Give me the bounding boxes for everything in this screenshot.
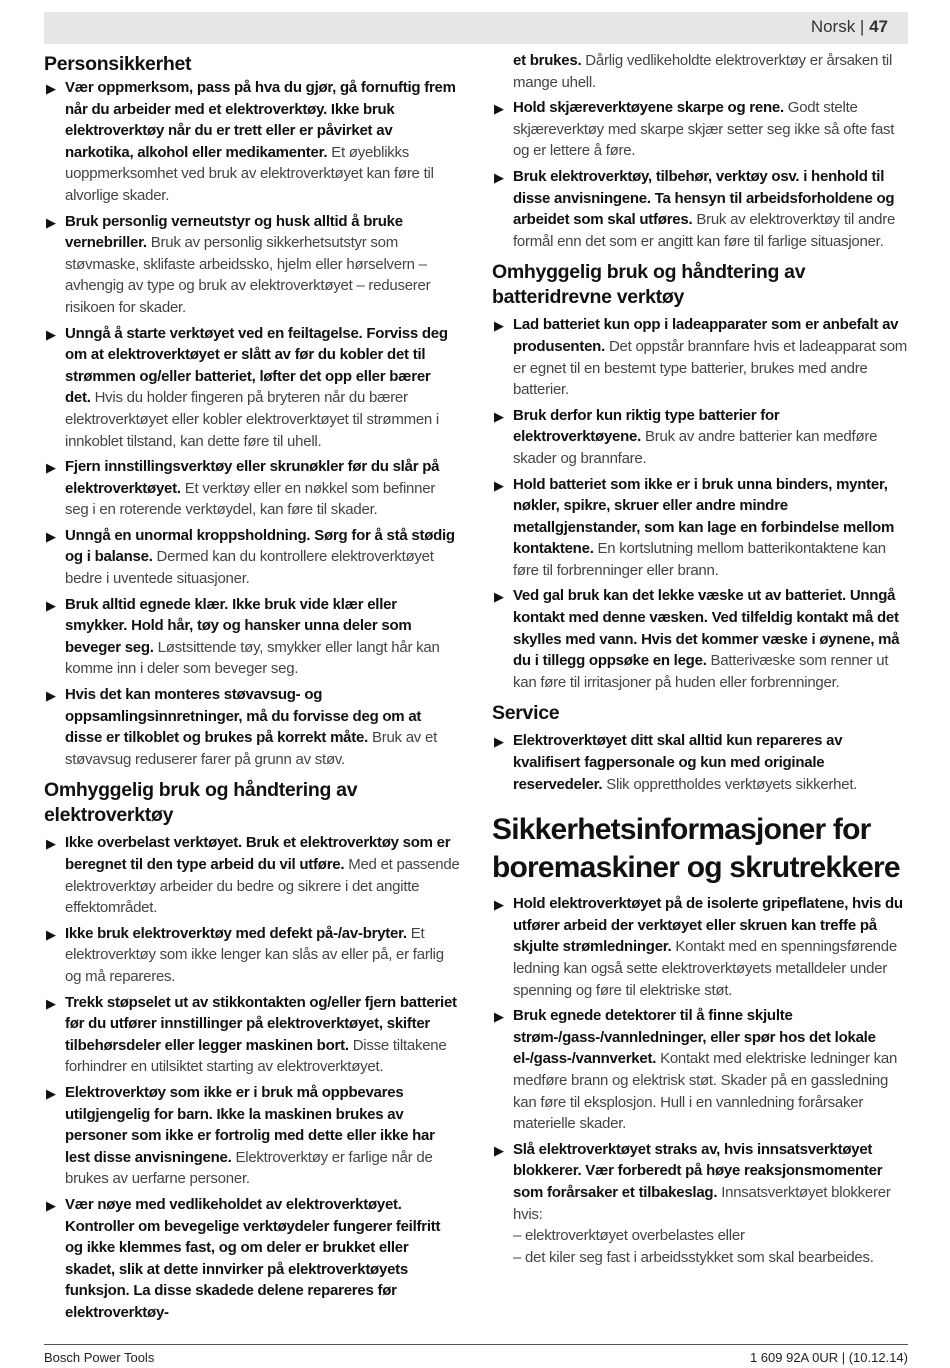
footer-brand: Bosch Power Tools	[44, 1350, 155, 1365]
item-body: Et elektroverktøy som ikke lenger kan slås av eller på, er farlig og må repareres.	[65, 924, 444, 985]
dash-item: – det kiler seg fast i arbeidsstykket som skal bearbeides.	[513, 1248, 874, 1266]
list-item	[44, 77, 460, 207]
list-item	[44, 992, 460, 1078]
item-lead: Unngå å starte verktøyet ved en feiltagelse. Forviss deg om at elektroverktøyet er slått av før du kobler det til strømmen og/eller batteriet, løfter det opp eller bærer det.	[65, 324, 448, 407]
footer-divider	[44, 1344, 908, 1345]
item-body: Godt stelte skjæreverktøy med skarpe skjær setter seg ikke så ofte fast og er lettere å føre.	[513, 99, 895, 160]
item-lead: Trekk støpselet ut av stikkontakten og/eller fjern batteriet før du utfører innstillinger på elektroverktøyet, skifter tilbehørsdeler eller legger maskinen bort.	[65, 993, 457, 1054]
list-item	[44, 323, 460, 453]
item-body: Bruk av et støvavsug reduserer farer på grunn av støv.	[65, 729, 437, 768]
item-lead: Bruk egnede detektorer til å finne skjulte strøm-/gass-/vannledninger, eller spør hos det lokale el-/gass-/vannverket.	[513, 1007, 876, 1068]
triangle-right-icon: ▶	[494, 1142, 504, 1158]
item-lead: Hold skjæreverktøyene skarpe og rene.	[513, 99, 784, 117]
list-item	[492, 405, 910, 470]
list-item	[492, 166, 910, 252]
item-lead: Fjern innstillingsverktøy eller skrunøkler før du slår på elektroverktøyet.	[65, 458, 440, 497]
list-item	[44, 1194, 460, 1324]
list-item	[44, 1082, 460, 1190]
header-language: Norsk |	[810, 17, 870, 36]
triangle-right-icon: ▶	[494, 1009, 504, 1025]
item-lead: Elektroverktøy som ikke er i bruk må oppbevares utilgjengelig for barn. Ikke la maskinen brukes av personer som ikke er fortrolig med dette eller ikke har lest disse anvisningene.	[65, 1083, 435, 1166]
header-text	[811, 17, 888, 37]
item-lead: Ikke overbelast verktøyet. Bruk et elektroverktøy som er beregnet til den type arbeid du vil utføre.	[65, 834, 451, 873]
triangle-right-icon: ▶	[494, 169, 504, 185]
list-item	[492, 314, 910, 400]
triangle-right-icon: ▶	[494, 318, 504, 334]
section-title-personsikkerhet: Personsikkerhet	[44, 53, 192, 75]
item-body: Kontakt med elektriske ledninger kan medføre brann og elektrisk støt. Skader på en gassledning kan føre til eksplosjon. Hull i en vannledning forårsaker materielle skader.	[513, 1050, 898, 1133]
triangle-right-icon: ▶	[46, 995, 56, 1011]
triangle-right-icon: ▶	[46, 214, 56, 230]
list-item	[492, 730, 910, 795]
triangle-right-icon: ▶	[494, 101, 504, 117]
section-title-service: Service	[492, 702, 560, 725]
triangle-right-icon: ▶	[46, 1085, 56, 1101]
item-lead: Ikke bruk elektroverktøy med defekt på-/av-bryter.	[65, 924, 407, 942]
list-item	[44, 456, 460, 521]
item-body: Batterivæske som renner ut kan føre til irritasjoner på huden eller forbrenninger.	[513, 652, 889, 691]
item-body: Elektroverktøy er farlige når de brukes av uerfarne personer.	[65, 1148, 433, 1188]
item-lead: Bruk alltid egnede klær. Ikke bruk vide klær eller smykker. Hold hår, tøy og hansker unna deler som beveger seg.	[65, 595, 412, 656]
item-lead: Bruk personlig verneutstyr og husk alltid å bruke vernebriller.	[65, 212, 403, 252]
item-body: Kontakt med en spenningsførende ledning kan også sette elektroverktøyets metalldeler under spenning og føre til elektriske støt.	[513, 938, 897, 999]
item-lead: Vær oppmerksom, pass på hva du gjør, gå fornuftig frem når du arbeider med et elektroverktøy. Ikke bruk elektroverktøy når du er trett eller er påvirket av narkotika, alkohol eller medikamenter.	[65, 79, 456, 161]
triangle-right-icon: ▶	[46, 836, 56, 852]
item-lead: Hvis det kan monteres støvavsug- og oppsamlingsinnretninger, må du forvisse deg om at disse er tilkoblet og brukes på korrekt måte.	[65, 686, 422, 747]
triangle-right-icon: ▶	[46, 597, 56, 613]
left-column	[44, 50, 460, 1327]
item-body: Med et passende elektroverktøy arbeider du bedre og sikrere i det angitte effektområdet.	[65, 856, 460, 917]
footer-doc-number: 1 609 92A 0UR | (10.12.14)	[749, 1350, 908, 1365]
list-item	[492, 474, 910, 582]
item-lead: Bruk elektroverktøy, tilbehør, verktøy osv. i henhold til disse anvisningene. Ta hensyn til arbeidsforholdene og arbeidet som skal utføres.	[513, 167, 895, 229]
triangle-right-icon: ▶	[46, 81, 56, 96]
triangle-right-icon: ▶	[46, 926, 56, 942]
item-body: Bruk av elektroverktøy til andre formål enn det som er angitt kan føre til farlige situasjoner.	[513, 211, 896, 250]
list-item	[492, 97, 910, 162]
triangle-right-icon: ▶	[494, 477, 504, 493]
triangle-right-icon: ▶	[46, 326, 56, 342]
list-item	[492, 1139, 910, 1225]
item-body: Slik opprettholdes verktøyets sikkerhet.	[606, 775, 858, 793]
item-lead: Vær nøye med vedlikeholdet av elektroverktøyet. Kontroller om bevegelige verktøydeler fungerer feilfritt og ikke klemmes fast, og om deler er brukket eller skadet, slik at dette innvirker på elektroverktøyets funksjon. La disse skadede delene repareres før elektroverktøy-	[65, 1195, 441, 1321]
triangle-right-icon: ▶	[494, 897, 504, 913]
dash-item: – elektroverktøyet overbelastes eller	[513, 1227, 745, 1245]
triangle-right-icon: ▶	[46, 688, 56, 704]
item-lead: Elektroverktøyet ditt skal alltid kun repareres av kvalifisert fagpersonale og kun med originale reservedeler.	[513, 732, 843, 793]
item-body: Det oppstår brannfare hvis et ladeapparat som er egnet til en bestemt type batterier, brukes med andre batterier.	[513, 337, 908, 399]
item-lead: Lad batteriet kun opp i ladeapparater som er anbefalt av produsenten.	[513, 316, 899, 355]
item-body: Bruk av andre batterier kan medføre skader og brannfare.	[513, 428, 878, 467]
item-body: Dårlig vedlikeholdte elektroverktøy er årsaken til mange uhell.	[513, 52, 893, 91]
item-lead: Bruk derfor kun riktig type batterier for elektroverktøyene.	[513, 406, 780, 446]
section-title-elektroverktoy: Omhyggelig bruk og håndtering av elektroverktøy	[44, 779, 358, 827]
right-column	[492, 50, 910, 1268]
triangle-right-icon: ▶	[46, 528, 56, 544]
list-item	[492, 1005, 910, 1135]
page-number: 47	[869, 17, 888, 36]
section-title-batteri: Omhyggelig bruk og håndtering av batteridrevne verktøy	[492, 261, 806, 309]
list-item	[492, 893, 910, 1001]
triangle-right-icon: ▶	[46, 1197, 56, 1213]
list-item	[492, 585, 910, 693]
triangle-right-icon: ▶	[494, 734, 504, 750]
list-item	[44, 923, 460, 988]
list-item	[44, 211, 460, 319]
triangle-right-icon: ▶	[46, 460, 56, 476]
item-lead: Hold batteriet som ikke er i bruk unna binders, mynter, nøkler, spikre, skruer eller andre mindre metallgjenstander, som kan lage en forbindelse mellom kontaktene.	[513, 475, 895, 558]
item-body: Bruk av personlig sikkerhetsutstyr som støvmaske, sklifaste arbeidssko, hjelm eller hørselvern – avhengig av type og bruk av elektroverktøyet – reduserer risikoen for skader.	[65, 234, 431, 316]
list-item	[44, 525, 460, 590]
list-item	[44, 684, 460, 770]
section-title-boremaskiner: Sikkerhetsinformasjoner for boremaskiner og skrutrekkere	[492, 813, 900, 885]
item-lead: Ved gal bruk kan det lekke væske ut av batteriet. Unngå kontakt med denne væsken. Ved tilfeldig kontakt må det skylles med vann. Hvis det kommer væske i øynene, må du i tillegg oppsøke en lege.	[513, 587, 900, 670]
triangle-right-icon: ▶	[494, 589, 504, 605]
item-body: Hvis du holder fingeren på bryteren når du bærer elektroverktøyet eller kobler elektroverktøyet til strømmen i innkoblet tilstand, kan dette føre til uhell.	[65, 389, 440, 450]
page-header	[44, 12, 908, 44]
item-lead: et brukes.	[513, 52, 582, 69]
list-item	[44, 832, 460, 918]
list-item	[44, 594, 460, 680]
item-lead: Hold elektroverktøyet på de isolerte gripeflatene, hvis du utfører arbeid der verktøyet eller skruen kan treffe på skjulte strømledninger.	[513, 895, 903, 956]
item-body: Dermed kan du kontrollere elektroverktøyet bedre i uventede situasjoner.	[65, 548, 434, 588]
item-body: Et øyeblikks uoppmerksomhet ved bruk av elektroverktøyet kan føre til alvorlige skader.	[65, 143, 434, 204]
item-lead: Slå elektroverktøyet straks av, hvis innsatsverktøyet blokkerer. Vær forberedt på høye reaksjonsmomenter som forårsaker et tilbakeslag.	[513, 1140, 883, 1201]
continued-paragraph	[492, 50, 910, 93]
item-body: Innsatsverktøyet blokkerer hvis:	[513, 1183, 891, 1223]
item-body: En kortslutning mellom batterikontaktene kan føre til forbrenninger eller brann.	[513, 540, 886, 579]
item-body: Et verktøy eller en nøkkel som befinner seg i en roterende verktøydel, kan føre til skader.	[65, 479, 436, 519]
item-body: Løstsittende tøy, smykker eller langt hår kan komme inn i deler som beveger seg.	[65, 638, 440, 678]
item-body: Disse tiltakene forhindrer en utilsiktet starting av elektroverktøyet.	[65, 1036, 447, 1076]
item-lead: Unngå en unormal kroppsholdning. Sørg for å stå stødig og i balanse.	[65, 526, 455, 566]
triangle-right-icon: ▶	[494, 408, 504, 424]
